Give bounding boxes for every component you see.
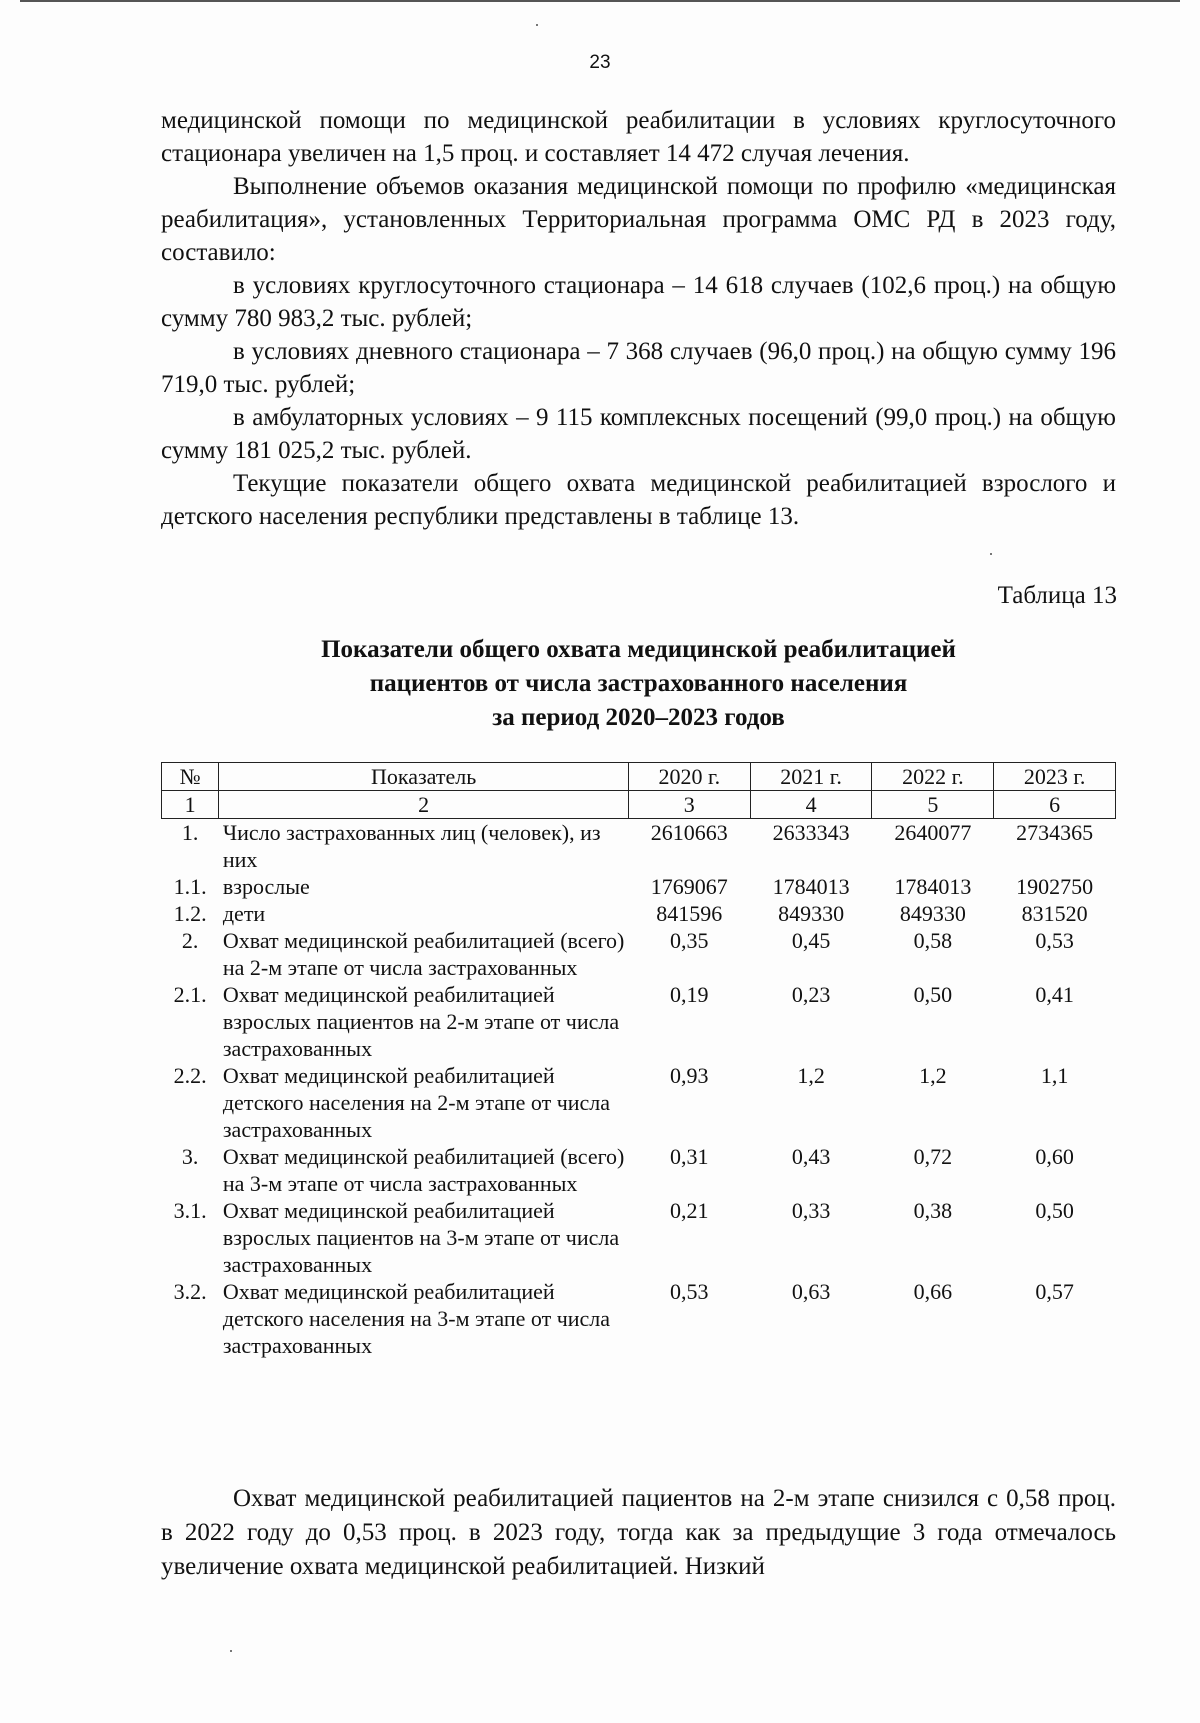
row-value: 0,72 [913,1144,953,1169]
row-value: 2633343 [772,820,850,845]
row-indicator: Охват медицинской реабилитацией взрослых пациентов на 2-м этапе от числа застрахованных [222,982,620,1061]
table-header-row [162,763,1116,791]
body-text-bottom [161,1482,1116,1584]
row-value: 0,60 [1035,1144,1074,1169]
row-indicator: дети [222,901,266,926]
table-title-line: Показатели общего охвата медицинской реабилитацией [321,636,956,663]
header-cell: 2023 г. [994,763,1116,791]
table-row [162,1143,1116,1197]
scan-speck [990,553,992,555]
row-number: 2. [181,928,199,953]
table-row [162,1278,1116,1359]
row-value: 0,23 [791,982,831,1007]
row-indicator: Охват медицинской реабилитацией (всего) на 3-м этапе от числа застрахованных [222,1144,625,1196]
row-indicator: Число застрахованных лиц (человек), из них [222,820,601,872]
row-value: 0,35 [670,928,709,953]
row-value: 0,66 [913,1279,953,1304]
row-indicator: Охват медицинской реабилитацией детского населения на 3-м этапе от числа застрахованных [222,1279,611,1358]
header-cell: 2020 г. [628,763,750,791]
table-row [162,873,1116,900]
row-value: 0,53 [670,1279,709,1304]
row-value: 1769067 [650,874,728,899]
scan-speck [536,24,538,26]
body-text-top [161,104,1116,533]
row-value: 2734365 [1016,820,1094,845]
row-value: 0,50 [1035,1198,1074,1223]
row-value: 841596 [656,901,723,926]
column-number-cell: 4 [750,791,872,819]
table-label: Таблица 13 [997,582,1117,609]
paragraph: медицинской помощи по медицинской реабилитации в условиях круглосуточного стационара увеличен на 1,5 проц. и составляет 14 472 случая лечения. [161,107,1116,167]
row-value: 849330 [778,901,845,926]
paragraph: Охват медицинской реабилитацией пациентов на 2-м этапе снизился с 0,58 проц. в 2022 году до 0,53 проц. в 2023 году, тогда как за предыдущие 3 года отмечалось увеличение охвата медицинской реабилитацией. Низкий [161,1485,1116,1580]
table-title-line: за период 2020–2023 годов [492,704,785,731]
table-row [162,1062,1116,1143]
header-cell: № [162,763,219,791]
table-title-line: пациентов от числа застрахованного населения [369,670,908,697]
row-value: 0,38 [913,1198,953,1223]
row-value: 0,58 [913,928,953,953]
column-number-cell: 5 [872,791,994,819]
row-value: 0,31 [670,1144,709,1169]
paragraph: в амбулаторных условиях – 9 115 комплексных посещений (99,0 проц.) на общую сумму 181 025,2 тыс. рублей. [161,404,1116,464]
row-number: 1. [181,820,199,845]
row-value: 0,45 [791,928,831,953]
data-table [161,762,1116,1359]
row-value: 0,19 [670,982,709,1007]
paragraph: в условиях дневного стационара – 7 368 случаев (96,0 проц.) на общую сумму 196 719,0 тыс. рублей; [161,338,1116,398]
row-value: 849330 [899,901,966,926]
paragraph: в условиях круглосуточного стационара – 14 618 случаев (102,6 проц.) на общую сумму 780 983,2 тыс. рублей; [161,272,1116,332]
table-row [162,1197,1116,1278]
row-value: 2610663 [650,820,728,845]
row-value: 1,2 [797,1063,825,1088]
scan-top-edge [20,0,1180,5]
header-cell: 2022 г. [872,763,994,791]
row-value: 0,50 [913,982,953,1007]
row-value: 0,41 [1035,982,1074,1007]
table-row [162,981,1116,1062]
page-number: 23 [589,52,611,73]
row-value: 0,63 [791,1279,831,1304]
row-number: 3.1. [173,1198,207,1223]
row-number: 3.2. [173,1279,207,1304]
row-value: 1902750 [1016,874,1094,899]
row-value: 2640077 [894,820,972,845]
row-number: 1.2. [173,901,207,926]
paragraph: Текущие показатели общего охвата медицинской реабилитацией взрослого и детского населения республики представлены в таблице 13. [161,470,1116,530]
scan-speck [230,1650,232,1652]
table-row [162,900,1116,927]
row-value: 1784013 [772,874,850,899]
column-number-cell: 3 [628,791,750,819]
row-value: 0,93 [670,1063,709,1088]
column-number-cell: 2 [219,791,629,819]
row-value: 0,43 [791,1144,831,1169]
table-title [161,633,1116,735]
row-number: 2.2. [173,1063,207,1088]
row-indicator: взрослые [222,874,310,899]
row-value: 0,53 [1035,928,1074,953]
row-value: 1784013 [894,874,972,899]
table-body [162,819,1116,1360]
row-value: 0,21 [670,1198,709,1223]
row-indicator: Охват медицинской реабилитацией (всего) на 2-м этапе от числа застрахованных [222,928,625,980]
table-column-number-row [162,791,1116,819]
row-value: 0,57 [1035,1279,1074,1304]
header-cell: Показатель [219,763,629,791]
table-row [162,819,1116,874]
row-value: 1,2 [919,1063,947,1088]
table-row [162,927,1116,981]
row-number: 3. [181,1144,199,1169]
row-value: 1,1 [1040,1063,1069,1088]
paragraph: Выполнение объемов оказания медицинской помощи по профилю «медицинская реабилитация», установленных Территориальная программа ОМС РД в 2023 году, составило: [161,173,1116,266]
column-number-cell: 1 [162,791,219,819]
row-indicator: Охват медицинской реабилитацией взрослых пациентов на 3-м этапе от числа застрахованных [222,1198,620,1277]
column-number-cell: 6 [994,791,1116,819]
row-number: 1.1. [173,874,207,899]
row-value: 0,33 [791,1198,831,1223]
row-value: 831520 [1021,901,1088,926]
row-number: 2.1. [173,982,207,1007]
header-cell: 2021 г. [750,763,872,791]
row-indicator: Охват медицинской реабилитацией детского населения на 2-м этапе от числа застрахованных [222,1063,611,1142]
